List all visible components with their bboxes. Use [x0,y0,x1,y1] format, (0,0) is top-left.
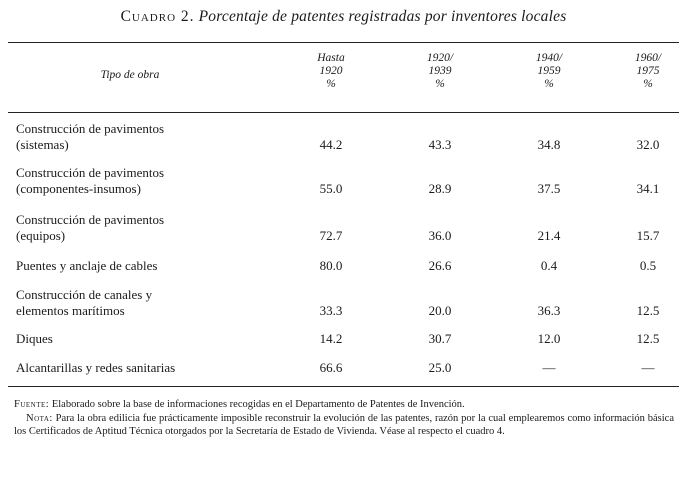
table-cell: 36.3 [537,303,561,318]
column-header-1920-1939 [405,52,475,91]
table-notes [14,398,674,439]
table-cell: 55.0 [319,181,343,196]
table-cell: 36.0 [428,228,452,243]
table-cell: 33.3 [319,303,343,318]
table-row-label [16,331,53,347]
table-cell: 37.5 [537,181,561,196]
table-cell: 12.5 [636,303,660,318]
table-cell: 72.7 [319,228,343,243]
table-title [0,8,687,26]
column-header-hasta-1920 [296,52,366,91]
table-cell: — [542,360,556,375]
table-row-label [16,258,158,274]
header-line2: 1939 [428,65,452,77]
header-line1: Hasta [317,52,345,64]
row-label-line: elementos marítimos [16,303,125,318]
table-cell: 14.2 [319,331,343,346]
table-cell: 28.9 [428,181,452,196]
row-label-line: Puentes y anclaje de cables [16,258,158,273]
source-label: Fuente: [14,399,50,410]
top-rule [8,42,679,43]
table-cell: 66.6 [319,360,343,375]
table-cell: 26.6 [428,258,452,273]
table-cell: 43.3 [428,137,452,152]
row-label-line: Construcción de pavimentos [16,212,165,227]
header-line2: 1920 [319,65,343,77]
row-label-line: Alcantarillas y redes sanitarias [16,360,176,375]
note-label: Nota: [26,412,53,424]
table-row-label [16,121,164,153]
header-line1: 1940/ [535,52,563,64]
table-cell: 21.4 [537,228,561,243]
column-header-1940-1959 [514,52,584,91]
table-cell: 34.8 [537,137,561,152]
header-line1: 1920/ [426,52,454,64]
table-cell: 0.5 [639,258,657,273]
table-row-label [16,212,164,244]
source-text: Elaborado sobre la base de informaciones recogidas en el Departamento de Patentes de Invención. [51,399,465,410]
bottom-rule [8,386,679,387]
header-line1: 1960/ [634,52,662,64]
row-label-line: (componentes-insumos) [16,181,141,196]
table-cell: 0.4 [540,258,558,273]
row-label-line: Construcción de pavimentos [16,165,165,180]
table-cell: 34.1 [636,181,660,196]
table-cell: 12.5 [636,331,660,346]
row-label-line: (equipos) [16,228,66,243]
header-unit: % [643,78,653,90]
table-row-label [16,287,152,319]
row-label-line: (sistemas) [16,137,69,152]
table-row-label [16,360,175,376]
table-number: Cuadro 2. [120,8,195,25]
table-cell: 32.0 [636,137,660,152]
source-note [14,398,674,412]
column-header-1960-1975 [613,52,683,91]
column-header-type: Tipo de obra [100,69,160,81]
table-cell: 12.0 [537,331,561,346]
header-line2: 1975 [636,65,660,77]
header-line2: 1959 [537,65,561,77]
header-unit: % [326,78,336,90]
table-caption: Porcentaje de patentes registradas por inventores locales [198,8,567,25]
row-label-line: Construcción de pavimentos [16,121,165,136]
table-cell: 80.0 [319,258,343,273]
row-label-line: Construcción de canales y [16,287,153,302]
table-row-label [16,165,164,197]
header-unit: % [435,78,445,90]
table-cell: 15.7 [636,228,660,243]
table-cell: 44.2 [319,137,343,152]
note-text: Para la obra edilicia fue prácticamente imposible reconstruir la evolución de las patentes, razón por la cual emplearemos como información básica los Certificados de Aptitud Técnica otorgados por la Secretaría de Estado de Vivienda. Véase al respecto el cuadro 4. [14,412,674,437]
header-rule [8,112,679,113]
table-cell: 30.7 [428,331,452,346]
general-note [14,412,674,439]
table-cell: 20.0 [428,303,452,318]
table-cell: 25.0 [428,360,452,375]
header-unit: % [544,78,554,90]
row-label-line: Diques [16,331,53,346]
table-cell: — [641,360,655,375]
